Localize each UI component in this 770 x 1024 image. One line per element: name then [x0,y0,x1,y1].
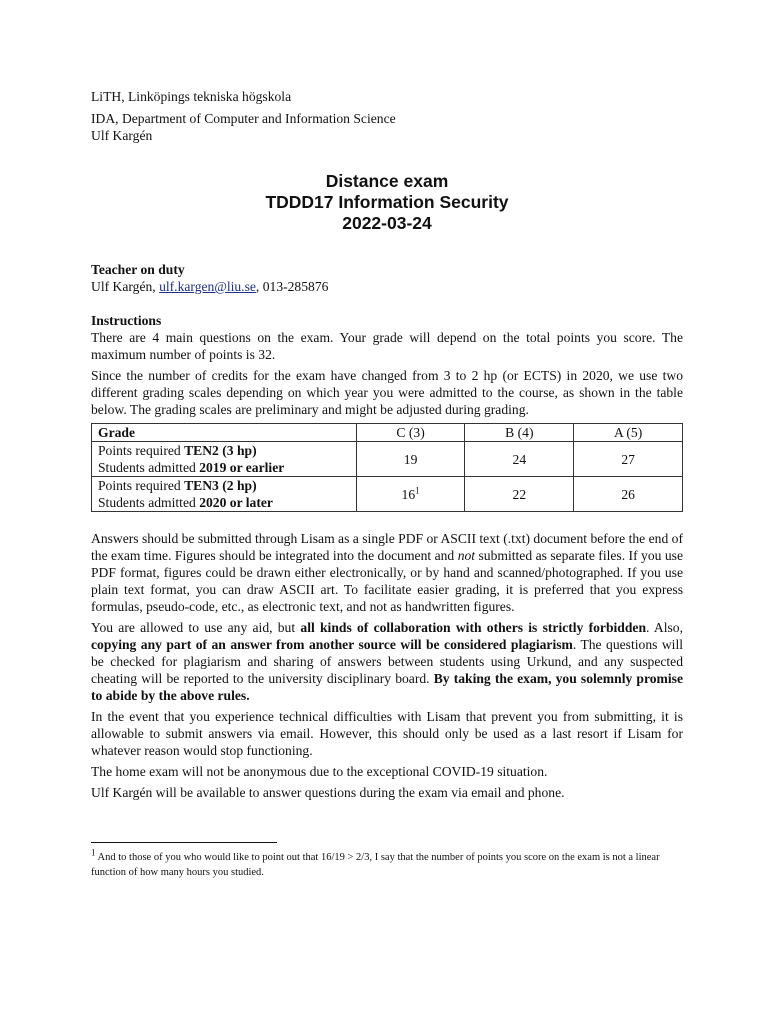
teacher-phone: , 013-285876 [255,279,329,294]
grading-table-header [92,424,683,442]
footnote-divider [91,842,277,843]
grade-b-header: B (4) [465,424,574,442]
grade-header: Grade [92,424,357,442]
anonymity-paragraph: The home exam will not be anonymous due to the exceptional COVID-19 situation. [91,764,548,779]
submission-paragraph: Answers should be submitted through Lisam as a single PDF or ASCII text (.txt) document before the end of the exam time. Figures should be integrated into the document and not submitted as separate files. If you use PDF format, figures could be drawn either electronically, or by hand and scanned/photographed. If you use plain text format, you can draw ASCII art. To facilitate easier grading, it is preferred that you express formulas, pseudo-code, etc., as electronic text, and not as handwritten figures. [91,531,683,614]
availability-paragraph: Ulf Kargén will be available to answer questions during the exam via email and phone. [91,785,565,800]
title-line-2: TDDD17 Information Security [265,192,509,212]
university-name: LiTH, Linköpings tekniska högskola [91,89,292,104]
row-label: Points required TEN3 (2 hp) Students admitted 2020 or later [92,477,357,512]
teacher-contact [91,278,683,295]
footnote [91,847,683,880]
instructions-paragraph-credits: Since the number of credits for the exam have changed from 3 to 2 hp (or ECTS) in 2020, we use two different grading scales depending on which year you were admitted to the course, as shown in the table below. The grading scales are preliminary and might be adjusted during grading. [91,368,683,417]
grading-table [91,423,683,512]
table-row [92,442,683,477]
teacher-name: Ulf Kargén, [91,279,160,294]
title-date: 2022-03-24 [342,213,432,233]
row-label: Points required TEN2 (3 hp) Students admitted 2019 or earlier [92,442,357,477]
grade-a-points: 27 [574,442,683,477]
teacher-section [91,261,683,295]
author-name: Ulf Kargén [91,128,153,143]
footnote-marker: 1 [415,484,420,495]
institution-header [91,88,683,144]
footnote-number: 1 [91,847,96,858]
grade-a-points: 26 [574,477,683,512]
grade-c-header: C (3) [356,424,465,442]
grade-c-points: $16^1$ [356,477,465,512]
table-row [92,477,683,512]
footnote-text: And to those of you who would like to point out that 16/19 > 2/3, I say that the number of points you score on the exam is not a linear function of how many hours you studied. [91,852,660,878]
exam-title [91,171,683,234]
grade-b-points: 24 [465,442,574,477]
teacher-email-link[interactable]: ulf.kargen@liu.se [159,279,256,294]
grade-a-header: A (5) [574,424,683,442]
exam-page [91,88,683,880]
grade-b-points: 22 [465,477,574,512]
instructions-section [91,312,683,418]
rules-paragraph: You are allowed to use any aid, but all kinds of collaboration with others is strictly forbidden. Also, copying any part of an answer from another source will be considered plagiarism. The questions will be checked for plagiarism and sharing of answers between students using Urkund, and any suspected cheating will be reported to the university disciplinary board. By taking the exam, you solemnly promise to abide by the above rules. [91,620,683,703]
instructions-heading: Instructions [91,313,162,328]
department-name: IDA, Department of Computer and Information Science [91,111,396,126]
title-line-1: Distance exam [325,171,449,191]
grade-c-points: 19 [356,442,465,477]
technical-paragraph: In the event that you experience technical difficulties with Lisam that prevent you from submitting, it is allowable to submit answers via email. However, this should only be used as a last resort if Lisam for whatever reason would stop functioning. [91,709,683,758]
instructions-paragraph-points: There are 4 main questions on the exam. Your grade will depend on the total points you score. The maximum number of points is 32. [91,330,683,362]
teacher-heading: Teacher on duty [91,262,185,277]
